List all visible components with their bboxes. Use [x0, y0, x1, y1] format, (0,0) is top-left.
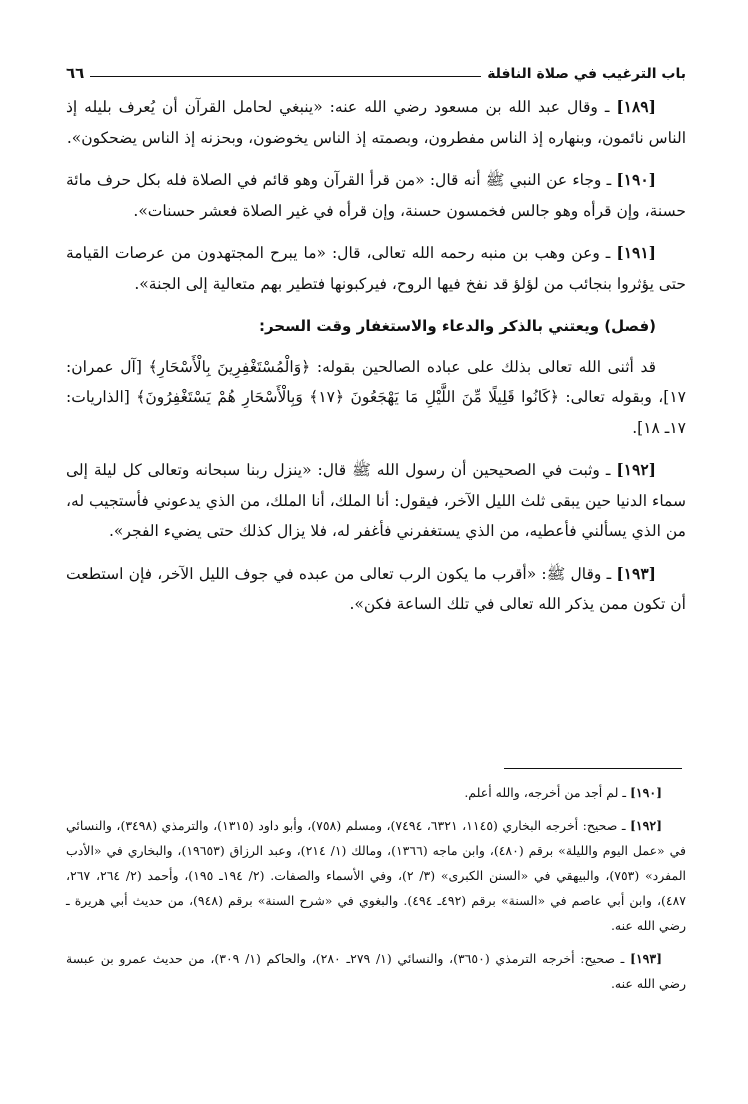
paragraph-189 — [66, 92, 686, 153]
paragraph-text: ـ وقال عبد الله بن مسعود رضي الله عنه: «ينبغي لحامل القرآن أن يُعرف بليله إذ الناس نائمون، وبنهاره إذ الناس مفطرون، وبصمته إذ الناس يخوضون، وبحزنه إذ الناس يضحكون». — [66, 98, 686, 147]
footnote-190 — [66, 780, 686, 805]
paragraph-text: ـ وقال ﷺ: «أقرب ما يكون الرب تعالى من عبده في جوف الليل الآخر، فإن استطعت أن تكون ممن يذكر الله تعالى في تلك الساعة فكن». — [66, 564, 686, 613]
paragraph-text: ـ وعن وهب بن منبه رحمه الله تعالى، قال: «ما يبرح المجتهدون من عرصات القيامة حتى يؤثروا بنجائب من لؤلؤ قد نفخ فيها الروح، فيركبونها فتطير بهم متعالية إلى الجنة». — [66, 244, 686, 293]
paragraph-text: ـ وثبت في الصحيحين أن رسول الله ﷺ قال: «ينزل ربنا سبحانه وتعالى كل ليلة إلى سماء الدنيا حين يبقى ثلث الليل الآخر، فيقول: أنا الملك، أنا الملك، من الذي يدعوني فأستجيب له، من الذي يسألني فأعطيه، من الذي يستغفرني فأغفر له، فلا يزال كذلك حتى يضيء الفجر». — [66, 461, 686, 540]
hadith-number: [١٩١] — [616, 243, 657, 262]
chapter-title: باب الترغيب في صلاة النافلة — [487, 66, 686, 82]
footnote-text: ـ صحيح: أخرجه البخاري (١١٤٥، ٦٣٢١، ٧٤٩٤)، ومسلم (٧٥٨)، وأبو داود (١٣١٥)، والترمذي (٣٤٩٨)، والنسائي في «عمل اليوم والليلة» برقم (٤٨٠)، وابن ماجه (١٣٦٦)، ومالك (١/ ٢١٤)، وعبد الرزاق (١٩٦٥٣)، والبخاري في «الأدب المفرد» (٧٥٣)، والبيهقي في «السنن الكبرى» (٣/ ٢)، وفي الأسماء والصفات. (٢/ ١٩٤ـ ١٩٥)، وأحمد (٢/ ٢٦٤، ٢٦٧، ٤٨٧)، وابن أبي عاصم في «السنة» برقم (٤٩٢ـ ٤٩٤). والبغوي في «شرح السنة» برقم (٩٤٨)، من حديث أبي هريرة ـ رضي الله عنه. — [66, 818, 687, 933]
footnote-193 — [66, 946, 686, 996]
footnote-separator — [504, 768, 682, 769]
header-rule — [90, 76, 481, 77]
footnotes — [66, 780, 686, 1004]
hadith-number: [١٩٢] — [616, 460, 656, 479]
hadith-number: [١٩٣] — [616, 563, 656, 583]
running-header — [66, 58, 686, 82]
hadith-number: [١٨٩] — [616, 97, 656, 116]
footnote-text: ـ صحيح: أخرجه الترمذي (٣٦٥٠)، والنسائي (١/ ٢٧٩ـ ٢٨٠)، والحاكم (١/ ٣٠٩)، من حديث عمرو بن عبسة رضي الله عنه. — [66, 951, 686, 991]
footnote-number: [١٩٠] — [630, 785, 662, 800]
hadith-number: [١٩٠] — [616, 170, 656, 189]
paragraph-text: ـ وجاء عن النبي ﷺ أنه قال: «من قرأ القرآن وهو قائم في الصلاة فله بكل حرف مائة حسنة، وإن قرأه وهو جالس فخمسون حسنة، وإن قرأه في غير الصلاة فعشر حسنات». — [66, 171, 686, 220]
main-text — [66, 92, 686, 632]
paragraph-191 — [66, 238, 686, 299]
paragraph-192 — [66, 455, 686, 547]
footnote-text: ـ لم أجد من أخرجه، والله أعلم. — [464, 785, 627, 800]
section-intro: قد أثنى الله تعالى بذلك على عباده الصالحين بقوله: ﴿وَالْمُسْتَغْفِرِينَ بِالْأَسْحَارِ﴾ [آل عمران: ١٧]، وبقوله تعالى: ﴿كَانُوا قَلِيلًا مِّنَ اللَّيْلِ مَا يَهْجَعُونَ ﴿١٧﴾ وَبِالْأَسْحَارِ هُمْ يَسْتَغْفِرُونَ﴾ [الذاريات: ١٧ـ ١٨]. — [66, 357, 686, 437]
page-number: ٦٦ — [66, 64, 85, 82]
footnote-number: [١٩٣] — [630, 951, 663, 966]
section-heading: (فصل) ويعتني بالذكر والدعاء والاستغفار وقت السحر: — [258, 317, 656, 335]
footnote-192 — [66, 813, 686, 938]
footnote-number: [١٩٢] — [630, 818, 662, 833]
paragraph-190 — [66, 165, 686, 226]
paragraph-193 — [66, 559, 686, 620]
